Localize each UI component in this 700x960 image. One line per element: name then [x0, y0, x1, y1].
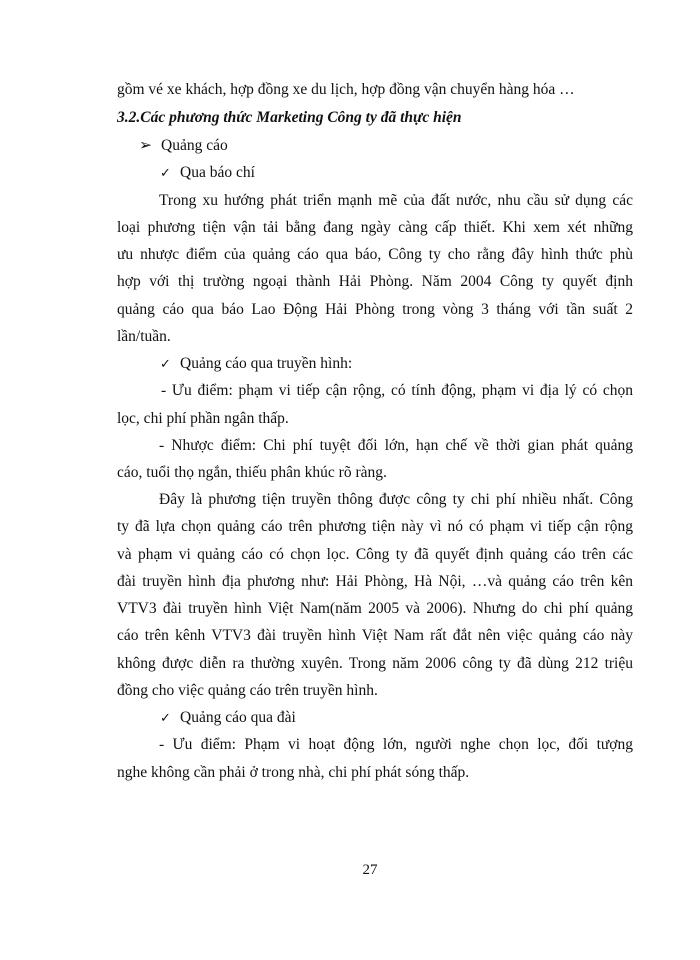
paragraph-line: không được diễn ra thường xuyên. Trong năm 2006 công ty đã dùng 212 triệu — [117, 655, 633, 672]
paragraph-line: VTV3 đài truyền hình Việt Nam(năm 2005 và 2006). Nhưng do chi phí quảng — [117, 600, 633, 617]
text-line: gồm vé xe khách, hợp đồng xe du lịch, hợp đồng vận chuyển hàng hóa … — [117, 81, 575, 98]
paragraph-line: ưu nhược điểm của quảng cáo qua báo, Công ty cho rằng đây hình thức phù — [117, 246, 633, 263]
check-label: Qua báo chí — [180, 164, 255, 181]
paragraph-line: cáo trên kênh VTV3 đài truyền hình Việt Nam rất đắt nên việc quảng cáo này — [117, 627, 633, 644]
bullet-label: Quảng cáo — [161, 137, 228, 154]
paragraph-line: - Ưu điểm: Phạm vi hoạt động lớn, người nghe chọn lọc, đối tượng — [159, 736, 633, 753]
paragraph-line: Trong xu hướng phát triển mạnh mẽ của đất nước, nhu cầu sử dụng các — [159, 192, 633, 209]
checkmark-bullet-icon: ✓ — [160, 711, 171, 726]
paragraph-line: cáo, tuổi thọ ngắn, thiếu phân khúc rõ ràng. — [117, 464, 387, 481]
paragraph-line: nghe không cần phải ở trong nhà, chi phí phát sóng thấp. — [117, 764, 470, 781]
checkmark-bullet-icon: ✓ — [160, 166, 171, 181]
check-item — [160, 354, 352, 375]
check-item — [160, 708, 296, 729]
page-number: 27 — [362, 862, 378, 878]
check-label: Quảng cáo qua đài — [180, 709, 296, 726]
check-label: Quảng cáo qua truyền hình: — [180, 355, 353, 372]
paragraph-line: lọc, chi phí phần ngân thấp. — [117, 410, 289, 427]
paragraph-line: ty đã lựa chọn quảng cáo trên phương tiện này vì nó có phạm vi tiếp cận rộng — [117, 518, 633, 535]
paragraph-line: hợp với thị trường ngoại thành Hải Phòng. Năm 2004 Công ty quyết định — [117, 273, 633, 290]
checkmark-bullet-icon: ✓ — [160, 357, 171, 372]
paragraph-line: - Ưu điểm: phạm vi tiếp cận rộng, có tính động, phạm vi địa lý có chọn — [161, 382, 633, 399]
bullet-item — [139, 136, 228, 156]
paragraph-line: lần/tuần. — [117, 328, 171, 345]
paragraph-line: và phạm vi quảng cáo có chọn lọc. Công ty đã quyết định quảng cáo trên các — [117, 546, 633, 563]
paragraph-line: đài truyền hình địa phương như: Hải Phòng, Hà Nội, …và quảng cáo trên kên — [117, 573, 633, 590]
paragraph-line: loại phương tiện vận tải bằng đang ngày càng cấp thiết. Khi xem xét những — [117, 219, 633, 236]
arrow-bullet-icon: ➢ — [139, 137, 152, 154]
paragraph-line: quảng cáo qua báo Lao Động Hải Phòng trong vòng 3 tháng với tần suất 2 — [117, 301, 633, 318]
paragraph-line: - Nhược điểm: Chi phí tuyệt đối lớn, hạn chế về thời gian phát quảng — [159, 437, 633, 454]
paragraph-line: đồng cho việc quảng cáo trên truyền hình. — [117, 682, 378, 699]
check-item — [160, 163, 255, 184]
paragraph-line: Đây là phương tiện truyền thông được công ty chi phí nhiều nhất. Công — [159, 491, 633, 508]
section-heading: 3.2.Các phương thức Marketing Công ty đã thực hiện — [117, 109, 462, 126]
